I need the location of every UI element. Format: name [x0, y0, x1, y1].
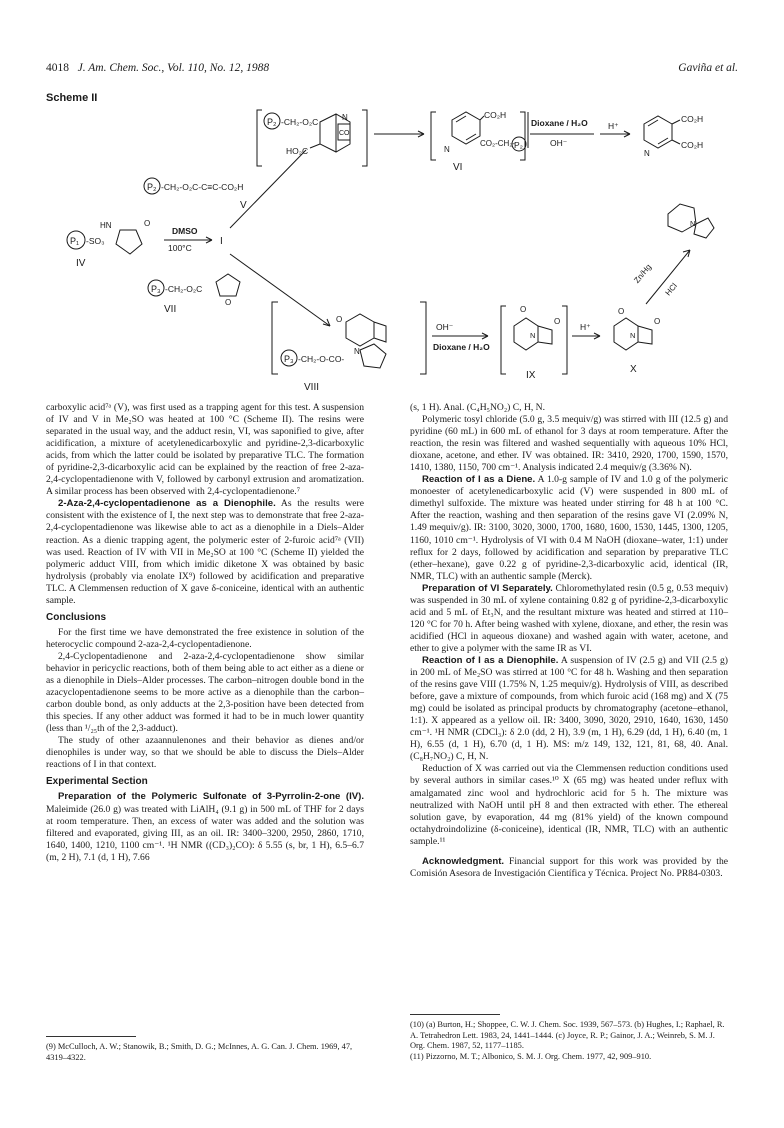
enolate-ix: [514, 305, 560, 381]
experimental-heading: Experimental Section: [46, 776, 148, 788]
o-furan: O: [225, 298, 232, 307]
dmso-label: DMSO: [172, 226, 198, 236]
hplus-top: H⁺: [608, 121, 619, 131]
reagent-vii: [148, 274, 240, 315]
n-coniceine: N: [690, 219, 696, 228]
left-column: [46, 402, 364, 864]
paragraph: 2,4-Cyclopentadienone and 2-aza-2,4-cyclopentadienone show similar behavior in pericyclic reactions, both of them being able to act either as a diene or as a dienophile in Diels–Alder processes. The carbon–nitrogen double bond in the azacyclopentadienone seems to be more active as a dienophile than the carbon–carbon double bond, as only adducts at the 2,3-position have been detected from this species. If any other adduct was formed it had to be in much lower quantity (less than ¹/₂₅th of the 2,3-adduct).: [46, 650, 364, 735]
pyridine-dicarboxylic-acid: [644, 114, 703, 158]
paragraph: carboxylic acid⁷ᵃ (V), was first used as a trapping agent for this test. A suspension of IV and V in Me₂SO was heated at 100 °C (Scheme II). The resins were separated in the usual way, and the adduct resin, VI, was saponified to give, after acidification, a mixture of acetylenedicarboxylic and pyridine-2,3-dicarboxylic acids, from which the latter could be isolated by preparative TLC. The formation of pyridine-2,3-dicarboxylic acid can be explained by the reaction of free 2-aza-2,4-cyclopentadienone with V, followed by carbonyl extrusion and aromatization. A similar process has been observed with 2,4-cyclopentadienone.⁷: [46, 402, 364, 498]
header-authors: Gaviña et al.: [678, 62, 738, 74]
paragraph-body: Chloromethylated resin (0.5 g, 0.53 mequiv) was suspended in 30 mL of xylene containing 0.82 g of pyridine-2,3-dicarboxylic acid and 5 mL of Et₃N, and the resultant mixture was heated and stirred at 110–120 °C for 70 h. After being washed with xylene, dioxane, and ether, the resin was acidified (HCl in aqueous dioxane) and washed again with water, acetone, and ether to give a polymer with the same IR as VI.: [410, 582, 728, 654]
co2h-top: CO₂H: [681, 114, 704, 124]
hcl-label: HCl: [663, 281, 679, 298]
temp-label: 100°C: [168, 243, 192, 253]
paragraph: For the first time we have demonstrated the free existence in solution of the heterocyclic compound 2-aza-2,4-cyclopentadienone.: [46, 626, 364, 650]
n-pyr: N: [644, 149, 650, 158]
o2-ix: O: [554, 317, 561, 326]
paragraph: (s, 1 H). Anal. (C₄H₅NO₂) C, H, N.: [410, 402, 546, 413]
conclusions-heading: Conclusions: [46, 611, 107, 623]
run-in-heading: Acknowledgment.: [422, 855, 505, 867]
hn-label: HN: [100, 221, 112, 230]
right-column: [410, 402, 728, 880]
paragraph-prep-vi: [410, 583, 728, 655]
diketone-x: [614, 307, 660, 375]
journal-volume: Vol. 110, No. 12, 1988: [167, 62, 270, 74]
so3-label: -SO₃: [86, 236, 105, 246]
paragraph-dienophile-exp: [410, 655, 728, 763]
p2-label: P₂: [267, 117, 277, 127]
p2-vi: P₂: [514, 140, 523, 150]
journal-name: J. Am. Chem. Soc.,: [77, 62, 165, 74]
paragraph-body: As the results were consistent with the existence of I, the next step was to demonstrate that free 2-aza-2,4-cyclopentadienone was likewise able to act as a dienophile in a Diels–Alder reaction. As a dienic trapping agent, the polymeric ester of 2-furoic acid⁷ᵃ (VII) was used. Reaction of IV with VII in Me₂SO at 100 °C (Scheme II) yielded the polymeric adduct VIII, from which imidic diketone X was obtained by basic hydrolysis (probably via enolate IX⁹) followed by acidification and preparative TLC. A Clemmensen reduction of X gave δ-coniceine, identical with an authentic sample.: [46, 498, 364, 606]
label-x: X: [630, 364, 637, 375]
label-v: V: [240, 200, 247, 211]
o-iv: O: [144, 219, 151, 228]
footnote-10: (10) (a) Burton, H.; Shoppee, C. W. J. Chem. Soc. 1939, 567–573. (b) Hughes, I.; Raphael, R. A. Tetrahedron Lett. 1983, 24, 1441–1444. (c) Joyce, R. P.; Gainor, J. A.; Weinreb, S. M. J. Org. Chem. 1987, 52, 1177–1185.: [410, 1020, 725, 1051]
reaction-scheme: [40, 104, 740, 396]
co2ch2-vi: CO₂-CH₂-: [480, 139, 516, 148]
hplus-bottom: H⁺: [580, 322, 591, 332]
ch2o2c-top: -CH₂-O₂C: [281, 117, 319, 127]
n-adduct: N: [342, 113, 348, 122]
paragraph-body: A suspension of IV (2.5 g) and VII (2.5 g) in 200 mL of Me₂SO was stirred at 100 °C for 48 h. Washing and then separation of the resins gave VIII (1.75% N, 1.25 mequiv/g). Hydrolysis of VIII, as described before, gave a mixture of compounds, from which furoic acid (168 mg) and X (75 mg) could be isolated as principal products by chromatography (acetone–ethanol, 1:1). X appeared as a yellow oil. IR: 3400, 3090, 3020, 2910, 1640, 1630, 1450 cm⁻¹. ¹H NMR (CDCl₃): δ 2.0 (dd, 2 H), 3.9 (m, 1 H), 6.29 (dd, 1 H), 6.40 (m, 1 H), 6.55 (d, 1 H), 6.70 (d, 1 H). MS: m/z 149, 132, 121, 81, 68, 40. Anal. (C₈H₇NO₂) C, H, N.: [410, 654, 728, 763]
paragraph-body: Maleimide (26.0 g) was treated with LiAlH₄ (9.1 g) in 500 mL of THF for 2 days at room temperature. Then, an excess of water was added and the solution was filtered and evaporated, giving III, as an oil. IR: 3400–3200, 2950, 2860, 1710, 1640, 1400, 1210, 1100 cm⁻¹. ¹H NMR ((CD₃)₂CO): δ 5.55 (s, br, 1 H), 6.5–6.7 (m, 2 H), 7.1 (d, 1 H), 7.66: [46, 803, 364, 863]
p2-v: P₂: [147, 182, 157, 192]
ho2c-label: HO₂C: [286, 146, 309, 156]
label-viii: VIII: [304, 382, 320, 393]
footnote-rule-left: [46, 1036, 136, 1037]
o2-x: O: [654, 317, 661, 326]
scheme-title: Scheme II: [46, 92, 98, 104]
coniceine: [668, 204, 714, 238]
paragraph-body: Financial support for this work was provided by the Comisión Asesora de Investigación Científica y Técnica. Project No. PR84-0303.: [410, 855, 728, 879]
n-viii: N: [354, 347, 360, 356]
paragraph-dienophile: [46, 498, 364, 606]
dioxane-top: Dioxane / H₂O: [531, 118, 588, 128]
dmso-arrow: [164, 226, 223, 253]
footnote-rule-right: [410, 1014, 500, 1015]
n-ix: N: [530, 331, 536, 340]
label-ix: IX: [526, 370, 536, 381]
reagent-iv: [67, 219, 150, 269]
adduct-viii: [281, 314, 386, 393]
n-x: N: [630, 331, 636, 340]
run-in-heading: Reaction of I as a Dienophile.: [422, 654, 559, 666]
vi-pyridine: [444, 110, 526, 173]
p2-polymer-top: [264, 113, 318, 129]
oh-bottom: OH⁻: [436, 322, 454, 332]
run-in-heading: Reaction of I as a Diene.: [422, 474, 536, 486]
paragraph: Reduction of X was carried out via the Clemmensen reduction conditions used by several authors in similar cases.¹⁰ X (65 mg) was heated under reflux with amalgamated zinc wool and hydrochloric acid for 5 h. The mixture was neutralized with NaOH until pH 8 and then extracted with ether. The ethereal solution gave, by evaporation, 44 mg (81% yield) of the known compound octahydroindolizine (δ-coniceine), identical (IR, NMR, TLC) with an authentic sample.¹¹: [410, 763, 728, 847]
footnote-11: (11) Pizzorno, M. T.; Albonico, S. M. J. Org. Chem. 1977, 42, 909–910.: [410, 1052, 652, 1061]
reagent-v: [144, 178, 247, 211]
clemmensen-arrow: [632, 250, 690, 304]
p1-iv: P₁: [70, 236, 80, 246]
dioxane-bottom: Dioxane / H₂O: [433, 342, 490, 352]
p3-viii: P₃: [284, 354, 294, 364]
o-viii: O: [336, 315, 343, 324]
hydrolysis-step-top: [528, 112, 630, 148]
footnote-9: (9) McCulloch, A. W.; Stanowik, B.; Smith, D. G.; McInnes, A. G. Can. J. Chem. 1969, 47, 4319–4322.: [46, 1042, 353, 1062]
hydrolysis-step-bottom: [432, 322, 490, 352]
running-header: [46, 62, 738, 78]
alkyne-ester: -CH₂-O₂C-C≡C-CO₂H: [161, 182, 244, 192]
paragraph-body: A 1.0-g sample of IV and 1.0 g of the polymeric monoester of acetylenedicarboxylic acid (V) were suspended in 800 mL of dimethyl sulfoxide. The mixture was heated under stirring for 48 h at 100 °C. After the reaction, washing and then separation of the resins gave VI (2.09% N, 1.49 mequiv/g). IR: 3100, 3020, 3000, 1700, 1680, 1600, 1530, 1445, 1300, 1205, 1160, 1010 cm⁻¹. Hydrolysis of VI with 0.4 M NaOH (dioxane–water, 1:1) under reflux for 2 days, followed by acidification and separation by preparative TLC (ether–hexane), gave 0.22 g of pyridine-2,3-dicarboxylic acid, identical (IR, NMR, TLC) with an authentic sample (Merck).: [410, 474, 728, 582]
label-vii: VII: [164, 304, 177, 315]
co-bridge: CO: [339, 130, 350, 137]
zn-hg-label: Zn/Hg: [632, 262, 654, 285]
label-vi: VI: [453, 162, 463, 173]
p3-vii: P₃: [151, 284, 161, 294]
run-in-heading: Preparation of VI Separately.: [422, 582, 553, 594]
page-number: 4018: [46, 62, 69, 74]
co2h-bottom: CO₂H: [681, 140, 704, 150]
arrow-i-to-viii: [230, 254, 330, 326]
o-ix: O: [520, 305, 527, 314]
oh-top: OH⁻: [550, 138, 568, 148]
acidification-bottom: [572, 322, 600, 339]
o-x: O: [618, 307, 625, 316]
acknowledgment: [410, 856, 728, 880]
ch2oco-label: -CH₂-O-CO-: [298, 354, 345, 364]
header-left: [46, 62, 269, 74]
label-i: I: [220, 236, 223, 247]
paragraph: The study of other azaannulenones and their behavior as dienes and/or dienophiles is under way, so that we should be able to discuss the Diels–Alder reactions of I in that context.: [46, 735, 364, 771]
label-iv: IV: [76, 258, 86, 269]
co2h-vi: CO₂H: [484, 110, 507, 120]
n-vi: N: [444, 145, 450, 154]
run-in-heading: Preparation of the Polymeric Sulfonate of 3-Pyrrolin-2-one (IV).: [58, 791, 364, 803]
run-in-heading: 2-Aza-2,4-cyclopentadienone as a Dienophile.: [58, 498, 276, 510]
paragraph: Polymeric tosyl chloride (5.0 g, 3.5 mequiv/g) was stirred with III (12.5 g) and pyridine (60 mL) in 600 mL of ethanol for 3 days at room temperature. After the reaction, the resin was filtered and washed sequentially with aqueous 10% HCl, dioxane, acetone, and ether. IV was obtained. IR: 3410, 2920, 1700, 1590, 1570, 1410, 1380, 1150, 700 cm⁻¹. Analysis indicated 2.4 mequiv/g (3.36% N).: [410, 414, 728, 474]
ch2o2c-vii: -CH₂-O₂C: [165, 284, 203, 294]
paragraph-prep-iv: [46, 791, 364, 863]
paragraph-diene: [410, 474, 728, 582]
